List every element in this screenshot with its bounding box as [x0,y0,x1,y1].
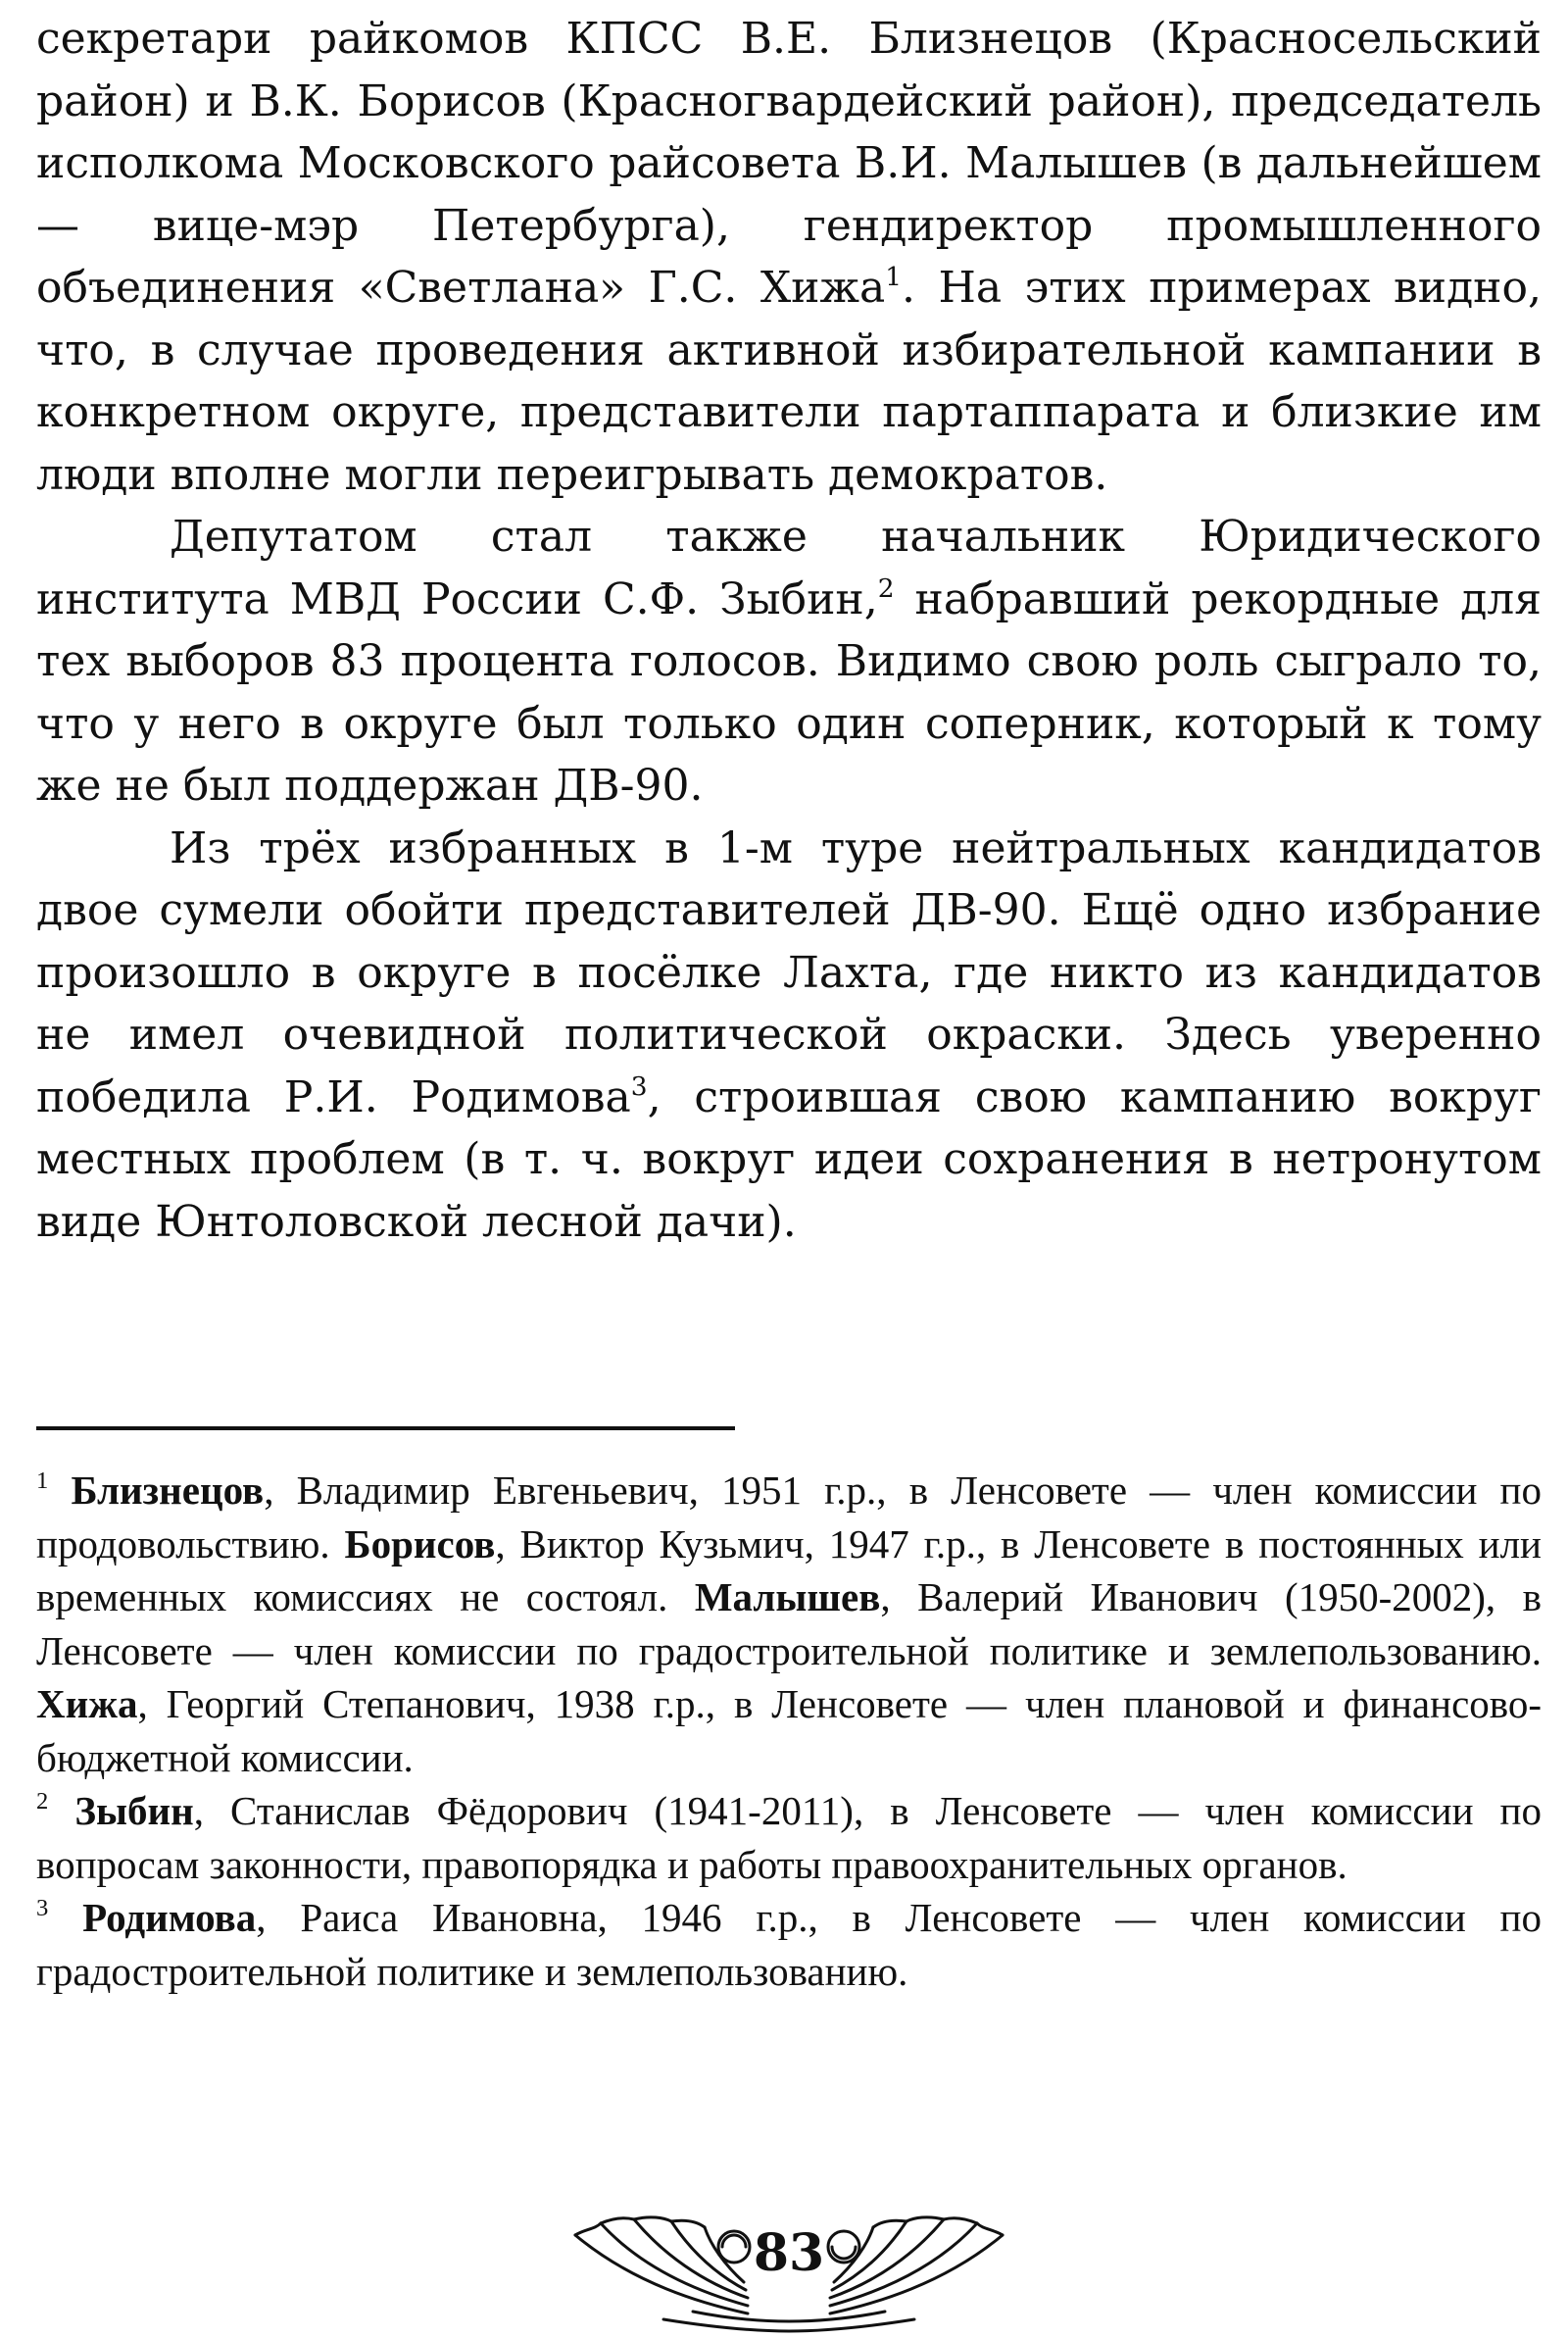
page-folio [516,2196,1061,2333]
footnotes [36,1464,1542,1998]
footnote-2 [36,1784,1542,1891]
footnote-3-text-1: , Раиса Ивановна, 1946 г.р., в Ленсовете — член комиссии по градостроительной политике и землепользованию. [36,1895,1542,1994]
book-page [36,0,1542,2338]
main-text [36,0,1542,1253]
footnote-mark-3: 3 [36,1895,49,1922]
footnote-1-text-2: , Виктор Кузьмич, 1947 г.р., в Ленсовете в постоянных или временных комиссиях не состоял. [36,1520,1542,1619]
paragraph-3-text: Из трёх избранных в 1-м туре нейтральных кандидатов двое сумели обойти представителей ДВ-90. Ещё одно избрание произошло в округе в посёлке Лахта, где никто из кандидатов не имел очевидной политической окраски. Здесь уверенно победила Р.И. Родимова [36,822,1542,1122]
paragraph-1 [36,8,1542,506]
footnote-ref-2: 2 [877,572,895,604]
footnote-1-text-4: , Георгий Степанович, 1938 г.р., в Ленсовете — член плановой и финансово-бюджетной комиссии. [36,1681,1542,1780]
footnote-separator [36,1426,735,1430]
footnote-1-text-1: , Владимир Евгеньевич, 1951 г.р., в Ленсовете — член комиссии по продовольствию. [36,1467,1542,1567]
footnote-ref-3: 3 [630,1070,648,1102]
paragraph-3-tail: , строившая свою кампанию вокруг местных проблем (в т. ч. вокруг идеи сохранения в нетронутом виде Юнтоловской лесной дачи). [36,1071,1542,1247]
footnote-1-name-4: Хижа [36,1681,138,1726]
footnote-1-name-1: Близнецов [71,1467,265,1513]
footnote-2-text-1: , Станислав Фёдорович (1941-2011), в Ленсовете — член комиссии по вопросам законности, правопорядка и работы правоохранительных органов. [36,1788,1542,1887]
paragraph-1-text: секретари райкомов КПСС В.Е. Близнецов (Красносельский район) и В.К. Борисов (Красногвардейский район), председатель исполкома Московского райсовета В.И. Малышев (в дальнейшем — вице-мэр Петербурга), гендиректор промышленного объединения «Светлана» Г.С. Хижа [36,14,1542,313]
footnote-1 [36,1464,1542,1784]
footnote-3-name-1: Родимова [82,1895,257,1940]
footnote-mark-1: 1 [36,1467,49,1495]
footnote-1-text-3: , Валерий Иванович (1950-2002), в Ленсовете — член комиссии по градостроительной политике и землепользованию. [36,1574,1542,1673]
page-number: 83 [753,2223,825,2283]
paragraph-1-tail: . На этих примерах видно, что, в случае проведения активной избирательной кампании в конкретном округе, представители партаппарата и близкие им люди вполне могли переигрывать демократов. [36,263,1542,500]
footnote-3 [36,1891,1542,1998]
footnote-ref-1: 1 [885,261,903,292]
paragraph-2 [36,506,1542,818]
paragraph-2-text: Депутатом стал также начальник Юридического института МВД России С.Ф. Зыбин, [36,512,1542,624]
footnote-1-name-2: Борисов [344,1520,496,1567]
paragraph-3 [36,818,1542,1254]
footnote-1-name-3: Малышев [694,1574,881,1619]
footnote-mark-2: 2 [36,1788,49,1816]
footnote-2-name-1: Зыбин [74,1788,194,1833]
paragraph-2-tail: набравший рекордные для тех выборов 83 процента голосов. Видимо свою роль сыграло то, что у него в округе был только один соперник, который к тому же не был поддержан ДВ-90. [36,573,1543,811]
